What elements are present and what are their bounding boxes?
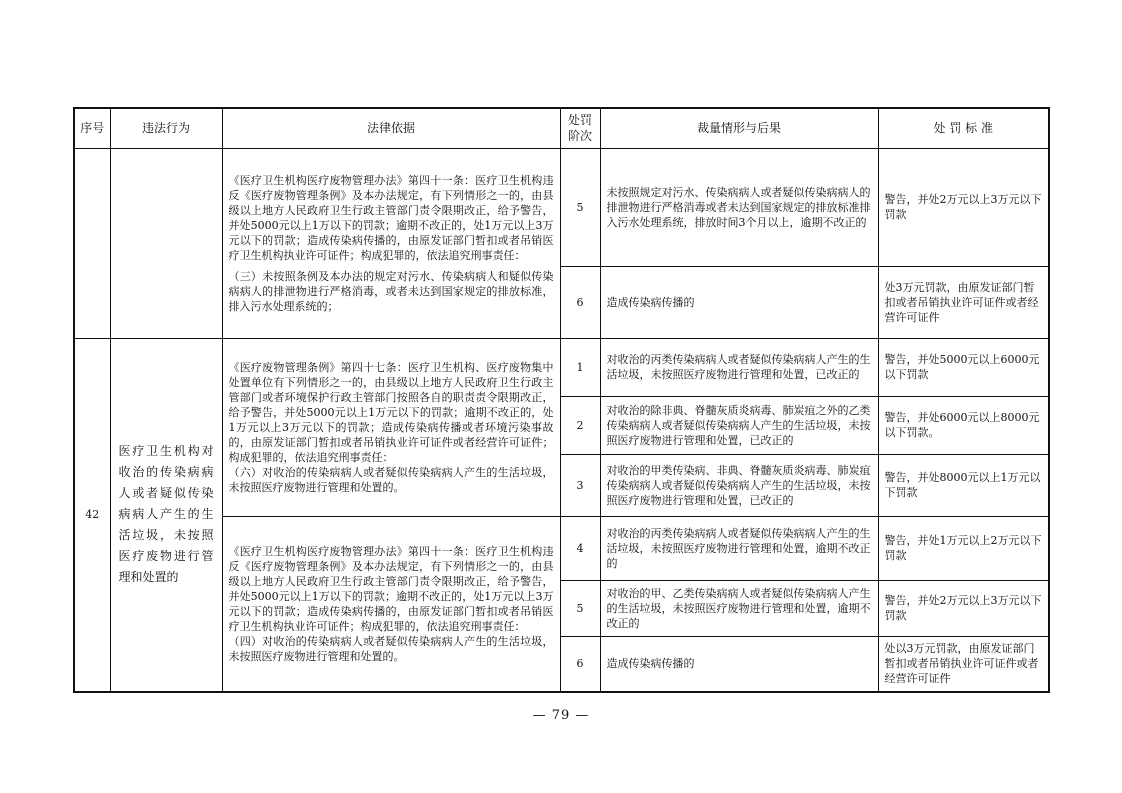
penalty-standard-table — [73, 107, 1050, 693]
standard-cell: 警告，并处8000元以上1万元以下罚款 — [878, 454, 1049, 516]
header-seq: 序号 — [74, 108, 110, 148]
header-circumstance: 裁量情形与后果 — [600, 108, 878, 148]
header-behavior: 违法行为 — [110, 108, 222, 148]
header-standard: 处 罚 标 准 — [878, 108, 1049, 148]
stage-cell: 5 — [560, 580, 600, 636]
stage-cell: 2 — [560, 396, 600, 454]
legal-basis-text: 《医疗废物管理条例》第四十七条：医疗卫生机构、医疗废物集中处置单位有下列情形之一的，由县级以上地方人民政府卫生行政主管部门或者环境保护行政主管部门按照各自的职责责令限期改正，给予警告，并处5000元以上1万元以下的罚款；逾期不改正的，处1万元以上3万元以下的罚款；造成传染病传播或者环境污染事故的，由原发证部门暂扣或者吊销执业许可证件或者经营许可证件；构成犯罪的，依法追究刑事责任： — [228, 360, 554, 464]
circumstance-cell: 造成传染病传播的 — [600, 266, 878, 338]
circumstance-cell: 未按照规定对污水、传染病病人或者疑似传染病病人的排泄物进行严格消毒或者未达到国家规定的排放标准排入污水处理系统，排放时间3个月以上，逾期不改正的 — [600, 148, 878, 266]
page-number: — 79 — — [532, 708, 590, 723]
legal-basis-cell — [222, 338, 560, 516]
stage-cell: 5 — [560, 148, 600, 266]
stage-cell: 4 — [560, 516, 600, 580]
standard-cell: 处以3万元罚款，由原发证部门暂扣或者吊销执业许可证件或者经营许可证件 — [878, 636, 1049, 692]
standard-cell: 警告，并处1万元以上2万元以下罚款 — [878, 516, 1049, 580]
seq-cell: 42 — [74, 338, 110, 692]
standard-cell: 警告，并处5000元以上6000元以下罚款 — [878, 338, 1049, 396]
legal-basis-cell — [222, 148, 560, 338]
standard-cell: 警告，并处6000元以上8000元以下罚款。 — [878, 396, 1049, 454]
legal-basis-text: 《医疗卫生机构医疗废物管理办法》第四十一条：医疗卫生机构违反《医疗废物管理条例》及本办法规定，有下列情形之一的，由县级以上地方人民政府卫生行政主管部门责令限期改正，给予警告，并处5000元以上1万以下的罚款；逾期不改正的，处1万元以上3万元以下的罚款；造成传染病传播的，由原发证部门暂扣或者吊销医疗卫生机构执业许可证件；构成犯罪的，依法追究刑事责任： — [228, 544, 554, 633]
table-row — [74, 338, 1049, 396]
stage-cell: 1 — [560, 338, 600, 396]
stage-cell: 6 — [560, 636, 600, 692]
table-row — [74, 148, 1049, 266]
circumstance-cell: 对收治的丙类传染病病人或者疑似传染病病人产生的生活垃圾，未按照医疗废物进行管理和处置，逾期不改正的 — [600, 516, 878, 580]
circumstance-cell: 对收治的除非典、脊髓灰质炎病毒、肺炭疽之外的乙类传染病病人或者疑似传染病病人产生的生活垃圾，未按照医疗废物进行管理和处置，已改正的 — [600, 396, 878, 454]
header-row — [74, 108, 1049, 148]
header-basis: 法律依据 — [222, 108, 560, 148]
legal-basis-cell — [222, 516, 560, 692]
legal-basis-clause: （六）对收治的传染病病人或者疑似传染病病人产生的生活垃圾，未按照医疗废物进行管理和处置的。 — [228, 465, 554, 494]
standard-cell: 警告，并处2万元以上3万元以下罚款 — [878, 148, 1049, 266]
standard-cell: 处3万元罚款，由原发证部门暂扣或者吊销执业许可证件或者经营许可证件 — [878, 266, 1049, 338]
behavior-cell-empty — [110, 148, 222, 338]
stage-cell: 3 — [560, 454, 600, 516]
legal-basis-clause: （三）未按照条例及本办法的规定对污水、传染病病人和疑似传染病病人的排泄物进行严格消毒，或者未达到国家规定的排放标准，排入污水处理系统的； — [228, 269, 554, 313]
violation-behavior-cell: 医疗卫生机构对收治的传染病病人或者疑似传染病病人产生的生活垃圾，未按照医疗废物进行管理和处置的 — [110, 338, 222, 692]
standard-cell: 警告，并处2万元以上3万元以下罚款 — [878, 580, 1049, 636]
circumstance-cell: 造成传染病传播的 — [600, 636, 878, 692]
circumstance-cell: 对收治的丙类传染病病人或者疑似传染病病人产生的生活垃圾，未按照医疗废物进行管理和处置，已改正的 — [600, 338, 878, 396]
circumstance-cell: 对收治的甲类传染病、非典、脊髓灰质炎病毒、肺炭疽传染病病人或者疑似传染病病人产生的生活垃圾，未按照医疗废物进行管理和处置，已改正的 — [600, 454, 878, 516]
stage-cell: 6 — [560, 266, 600, 338]
seq-cell-empty — [74, 148, 110, 338]
legal-basis-clause: （四）对收治的传染病病人或者疑似传染病病人产生的生活垃圾，未按照医疗废物进行管理和处置的。 — [228, 634, 554, 663]
legal-basis-text: 《医疗卫生机构医疗废物管理办法》第四十一条：医疗卫生机构违反《医疗废物管理条例》及本办法规定，有下列情形之一的，由县级以上地方人民政府卫生行政主管部门责令限期改正，给予警告，并处5000元以上1万以下的罚款；逾期不改正的，处1万元以上3万元以下的罚款；造成传染病传播的，由原发证部门暂扣或者吊销医疗卫生机构执业许可证件；构成犯罪的，依法追究刑事责任： — [228, 173, 554, 262]
circumstance-cell: 对收治的甲、乙类传染病病人或者疑似传染病病人产生的生活垃圾，未按照医疗废物进行管理和处置，逾期不改正的 — [600, 580, 878, 636]
header-stage: 处罚阶次 — [560, 108, 600, 148]
